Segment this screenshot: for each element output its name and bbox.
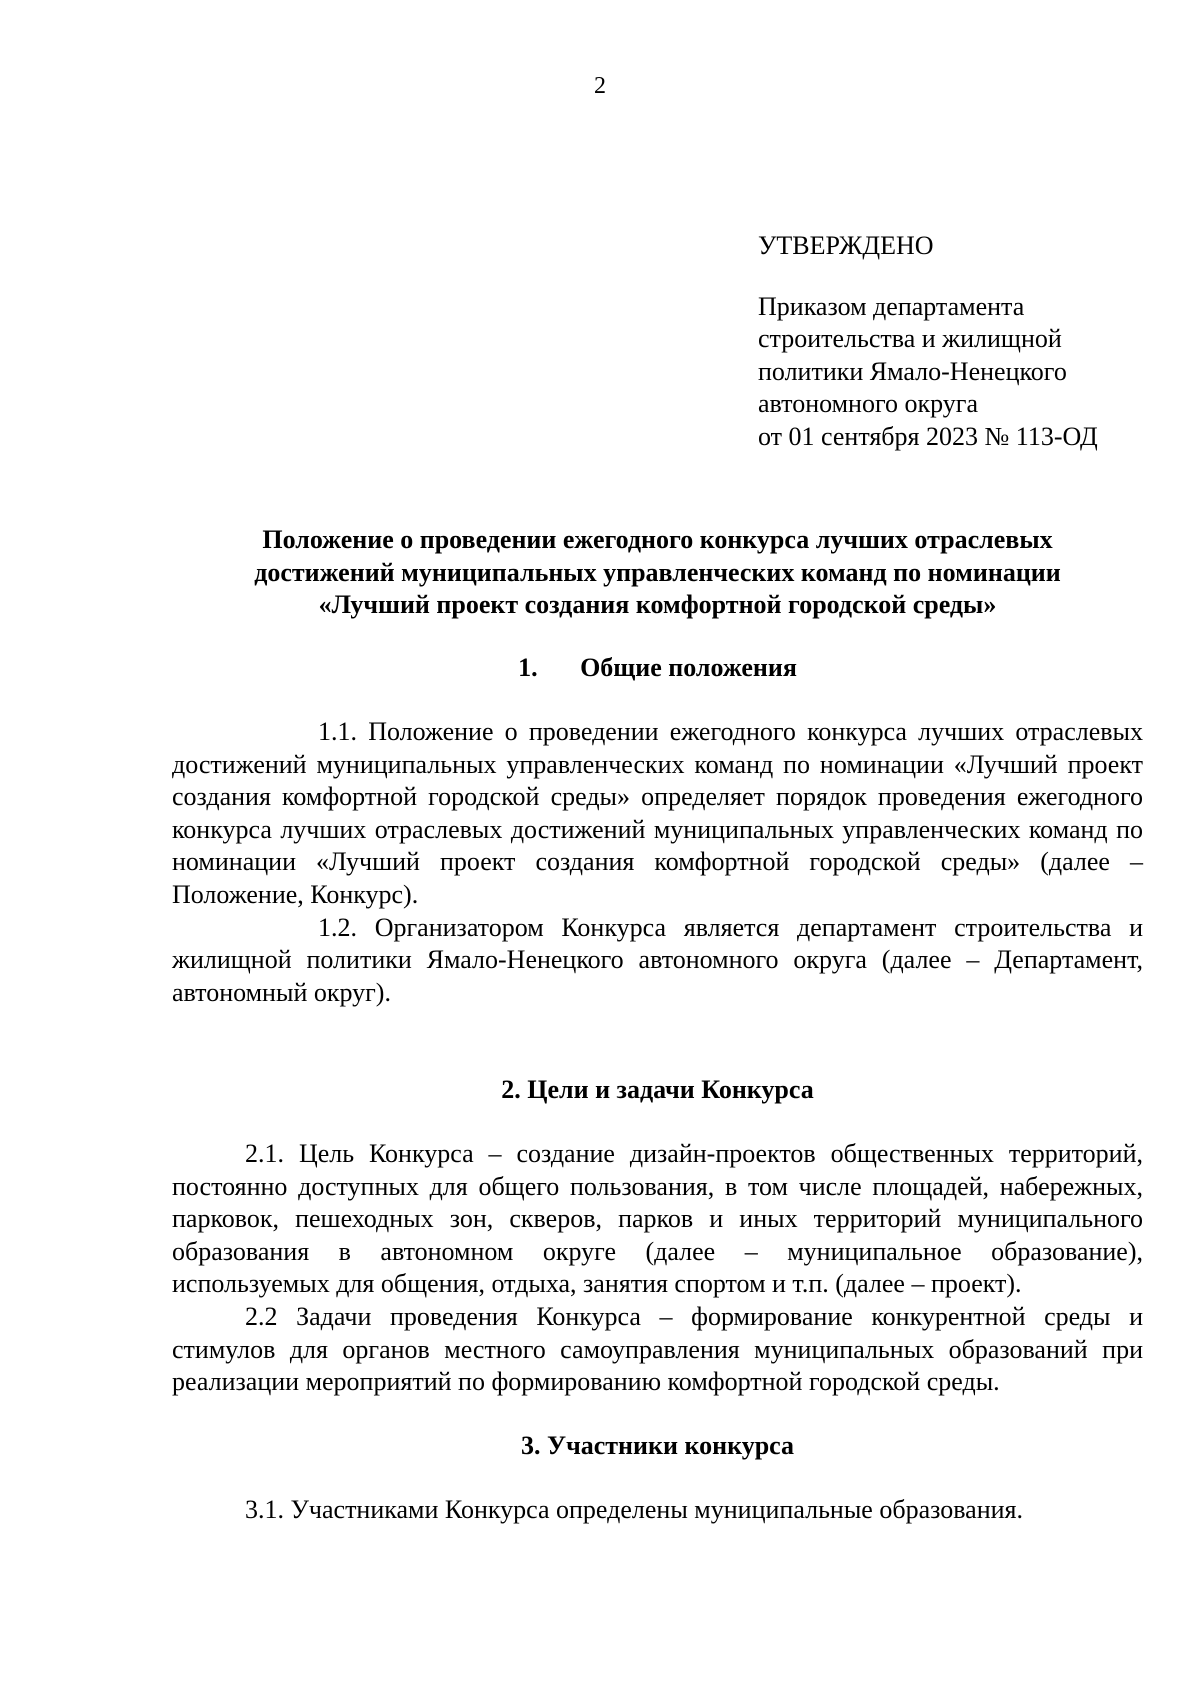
section-3-body bbox=[172, 1494, 1143, 1527]
paragraph-text: Цель Конкурса – создание дизайн-проектов общественных территорий, постоянно доступных для общего пользования, в том числе площадей, набережных, парковок, пешеходных зон, скверов, парков и иных территорий муниципального образования в автономном округе (далее – муниципальное образование), используемых для общения, отдыха, занятия спортом и т.п. (далее – проект). bbox=[172, 1139, 1144, 1299]
page-number: 2 bbox=[594, 73, 606, 99]
approval-line: автономного округа bbox=[758, 389, 978, 419]
section-number: 1. bbox=[518, 653, 538, 682]
approval-line: от 01 сентября 2023 № 113-ОД bbox=[758, 421, 1098, 451]
paragraph: 2.2 Задачи проведения Конкурса – формирование конкурентной среды и стимулов для органов местного самоуправления муниципальных образований при реализации мероприятий по формированию комфортной городской среды. bbox=[172, 1301, 1143, 1397]
document-title-line: «Лучший проект создания комфортной городской среды» bbox=[318, 590, 997, 620]
paragraph-text: Положение о проведении ежегодного конкурса лучших отраслевых достижений муниципальных управленческих команд по номинации «Лучший проект создания комфортной городской среды» определяет порядок проведения ежегодного конкурса лучших отраслевых достижений муниципальных управленческих команд по номинации «Лучший проект создания комфортной городской среды» (далее – Положение, Конкурс). bbox=[172, 717, 1143, 909]
document-title-line: Положение о проведении ежегодного конкурса лучших отраслевых bbox=[262, 525, 1053, 554]
paragraph-number: 1.2. bbox=[318, 912, 357, 942]
paragraph: 3.1. Участниками Конкурса определены муниципальные образования. bbox=[245, 1495, 1023, 1524]
approval-line: строительства и жилищной bbox=[758, 324, 1062, 354]
paragraph bbox=[172, 716, 1143, 912]
paragraph-text: Организатором Конкурса является департамент строительства и жилищной политики Ямало-Ненецкого автономного округа (далее – Департамент, автономный округ). bbox=[172, 912, 1143, 1007]
approval-title: УТВЕРЖДЕНО bbox=[758, 231, 934, 260]
paragraph bbox=[172, 1138, 1143, 1301]
section-2-heading: 2. Цели и задачи Конкурса bbox=[501, 1075, 814, 1104]
paragraph bbox=[172, 912, 1143, 1010]
approval-line: Приказом департамента bbox=[758, 291, 1025, 321]
section-2-body bbox=[172, 1138, 1143, 1399]
section-1-heading bbox=[172, 652, 1143, 684]
section-1-body bbox=[172, 716, 1143, 1009]
approval-line: политики Ямало-Ненецкого bbox=[758, 356, 1067, 386]
document-title-line: достижений муниципальных управленческих команд по номинации bbox=[254, 557, 1061, 587]
section-title: Общие положения bbox=[580, 653, 797, 682]
paragraph-number: 1.1. bbox=[318, 717, 357, 746]
document-title bbox=[172, 524, 1143, 622]
paragraph-number: 2.1. bbox=[245, 1139, 284, 1168]
approval-stamp bbox=[758, 230, 1098, 454]
section-3-heading: 3. Участники конкурса bbox=[520, 1431, 795, 1460]
